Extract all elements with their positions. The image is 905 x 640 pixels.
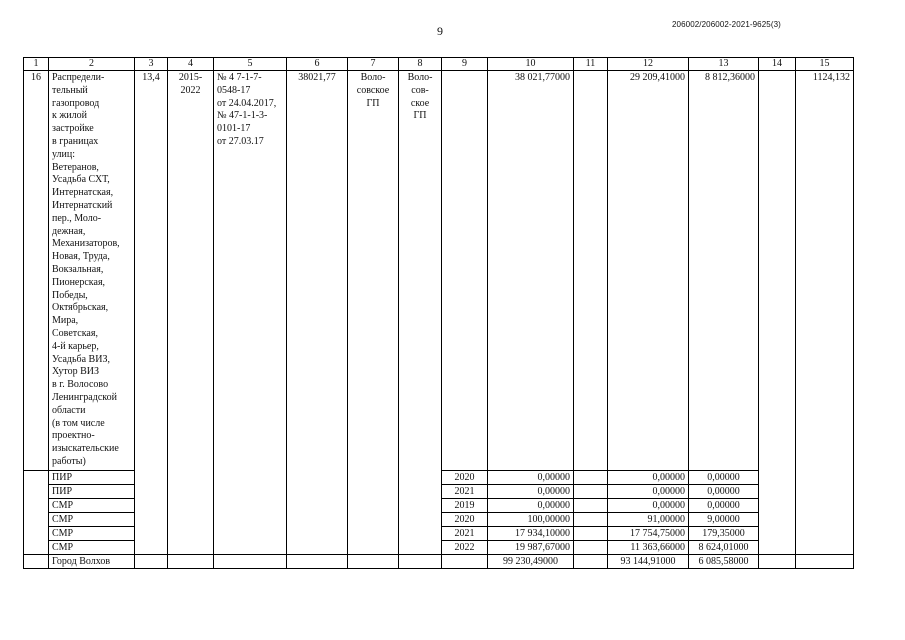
table-cell (168, 540, 214, 554)
text-line: от 24.04.2017, (217, 97, 277, 109)
table-cell (24, 498, 49, 512)
text-line: пер., Моло- (52, 212, 102, 224)
table-cell (214, 526, 287, 540)
text-line: дежная, (52, 225, 86, 237)
column-number-header: 15 (796, 58, 854, 71)
table-cell (399, 540, 442, 554)
table-cell (24, 484, 49, 498)
table-cell (24, 470, 49, 484)
total-funding-cell: 0,00000 (488, 498, 574, 512)
table-cell (574, 526, 608, 540)
estimated-cost-cell: 38021,77 (287, 71, 348, 471)
text-line: проектно- (52, 430, 95, 442)
total-regional-cell: 93 144,91000 (608, 554, 689, 568)
table-cell (796, 540, 854, 554)
table-cell (348, 512, 399, 526)
funding-stage-row (24, 484, 854, 498)
table-cell (24, 512, 49, 526)
table-row (24, 71, 854, 471)
column-number-header: 9 (442, 58, 488, 71)
text-line: № 47-1-1-3- (217, 110, 268, 122)
local-funding-cell: 0,00000 (689, 484, 759, 498)
federal-funding-cell (574, 71, 608, 471)
table-cell (348, 540, 399, 554)
table-cell (796, 526, 854, 540)
text-line: 0101-17 (217, 123, 251, 135)
table-cell (214, 540, 287, 554)
row-number-cell: 16 (24, 71, 49, 471)
table-cell (135, 540, 168, 554)
table-cell (348, 470, 399, 484)
funding-stage-row (24, 526, 854, 540)
regional-funding-cell: 17 754,75000 (608, 526, 689, 540)
funding-stage-row (24, 498, 854, 512)
table-cell (796, 484, 854, 498)
text-line: Усадьба ВИЗ, (52, 353, 110, 365)
text-line: (в том числе (52, 417, 105, 429)
text-line: работы) (52, 455, 86, 467)
table-cell (348, 498, 399, 512)
column-number-header: 14 (759, 58, 796, 71)
local-funding-cell: 179,35000 (689, 526, 759, 540)
table-cell (214, 484, 287, 498)
text-line: Октябрьская, (52, 302, 109, 314)
regional-funding-cell: 91,00000 (608, 512, 689, 526)
text-line: от 27.03.17 (217, 135, 264, 147)
text-line: Вокзальная, (52, 263, 104, 275)
total-local-cell: 6 085,58000 (689, 554, 759, 568)
table-cell (399, 498, 442, 512)
table-cell (168, 484, 214, 498)
table-cell (399, 512, 442, 526)
table-cell (759, 470, 796, 484)
work-type-cell: ПИР (49, 484, 135, 498)
table-cell (399, 470, 442, 484)
table-cell (348, 526, 399, 540)
table-cell (287, 484, 348, 498)
table-cell (287, 498, 348, 512)
table-cell (574, 484, 608, 498)
work-type-cell: СМР (49, 526, 135, 540)
table-cell (135, 512, 168, 526)
text-line: Механизаторов, (52, 238, 120, 250)
year-cell: 2019 (442, 498, 488, 512)
column-number-header: 7 (348, 58, 399, 71)
total-funding-cell: 17 934,10000 (488, 526, 574, 540)
funding-stage-row (24, 512, 854, 526)
regional-funding-cell: 0,00000 (608, 484, 689, 498)
text-line: газопровод (52, 97, 100, 109)
table-cell (168, 498, 214, 512)
year-cell (442, 71, 488, 471)
table-cell (796, 470, 854, 484)
column-number-header: 2 (49, 58, 135, 71)
table-cell (759, 484, 796, 498)
text-line: ское (410, 97, 430, 109)
table-cell (135, 484, 168, 498)
table-cell (399, 526, 442, 540)
funding-stage-row (24, 540, 854, 554)
table-cell (214, 470, 287, 484)
page-number: 9 (437, 24, 443, 38)
year-cell: 2022 (442, 540, 488, 554)
text-line: Распредели- (52, 72, 105, 83)
table-cell (24, 540, 49, 554)
column-number-header: 3 (135, 58, 168, 71)
text-line: Советская, (52, 327, 98, 339)
table-cell (399, 484, 442, 498)
regional-funding-cell: 0,00000 (608, 498, 689, 512)
table-cell (287, 470, 348, 484)
table-cell (24, 526, 49, 540)
local-funding-cell: 0,00000 (689, 470, 759, 484)
table-cell (796, 498, 854, 512)
municipality-cell (348, 71, 399, 471)
table-cell (287, 526, 348, 540)
table-cell (574, 512, 608, 526)
text-line: в г. Волосово (52, 379, 109, 391)
text-line: Усадьба СХТ, (52, 174, 110, 186)
total-funding-cell: 100,00000 (488, 512, 574, 526)
column-number-header: 1 (24, 58, 49, 71)
text-line: застройке (52, 123, 94, 135)
text-line: изыскательские (52, 443, 119, 455)
text-line: Интернатский (52, 199, 113, 211)
text-line: в границах (52, 135, 99, 147)
column-number-header: 6 (287, 58, 348, 71)
text-line: 2022 (180, 84, 201, 96)
work-type-cell: ПИР (49, 470, 135, 484)
total-name-cell: Город Волхов (49, 554, 135, 568)
year-cell: 2020 (442, 512, 488, 526)
text-line: Мира, (52, 315, 79, 327)
table-cell (135, 498, 168, 512)
column-number-header: 12 (608, 58, 689, 71)
table-cell (168, 512, 214, 526)
capacity-result-cell: 1124,132 (796, 71, 854, 471)
text-line: 0548-17 (217, 84, 251, 96)
column-number-header: 5 (214, 58, 287, 71)
table-cell (135, 526, 168, 540)
period-cell (168, 71, 214, 471)
text-line: области (52, 404, 86, 416)
object-name-cell (49, 71, 135, 471)
text-line: улиц: (52, 148, 76, 160)
table-cell (214, 498, 287, 512)
text-line: тельный (52, 84, 88, 96)
total-funding-cell: 0,00000 (488, 470, 574, 484)
total-funding-cell: 38 021,77000 (488, 71, 574, 471)
text-line: совское (356, 84, 390, 96)
total-funding-cell: 99 230,49000 (488, 554, 574, 568)
column-number-header: 4 (168, 58, 214, 71)
text-line: Победы, (52, 289, 88, 301)
text-line: Воло- (360, 72, 386, 83)
year-cell: 2021 (442, 484, 488, 498)
total-funding-cell: 19 987,67000 (488, 540, 574, 554)
document-code: 206002/206002-2021-9625(3) (672, 20, 781, 29)
local-funding-cell: 0,00000 (689, 498, 759, 512)
program-table (23, 57, 854, 569)
work-type-cell: СМР (49, 498, 135, 512)
table-cell (759, 498, 796, 512)
total-row (24, 554, 854, 568)
year-cell: 2021 (442, 526, 488, 540)
other-funding-cell (759, 71, 796, 471)
table-cell (287, 512, 348, 526)
table-cell (759, 526, 796, 540)
work-type-cell: СМР (49, 512, 135, 526)
total-funding-cell: 0,00000 (488, 484, 574, 498)
table-cell (759, 512, 796, 526)
column-number-header: 8 (399, 58, 442, 71)
table-cell (135, 470, 168, 484)
local-funding-cell: 8 812,36000 (689, 71, 759, 471)
text-line: Ленинградской (52, 391, 117, 403)
table-cell (287, 540, 348, 554)
text-line: Пионерская, (52, 276, 106, 288)
table-cell (574, 540, 608, 554)
text-line: к жилой (52, 110, 87, 122)
text-line: Ветеранов, (52, 161, 99, 173)
text-line: Интернатская, (52, 187, 114, 199)
column-number-header: 13 (689, 58, 759, 71)
funding-stage-row (24, 470, 854, 484)
year-cell: 2020 (442, 470, 488, 484)
text-line: Новая, Труда, (52, 251, 110, 263)
table-cell (574, 498, 608, 512)
capacity-cell: 13,4 (135, 71, 168, 471)
text-line: ГП (366, 97, 380, 109)
table-cell (796, 512, 854, 526)
regional-funding-cell: 0,00000 (608, 470, 689, 484)
text-line: Хутор ВИЗ (52, 366, 99, 378)
table-cell (759, 540, 796, 554)
local-funding-cell: 9,00000 (689, 512, 759, 526)
text-line: № 4 7-1-7- (217, 72, 262, 83)
table-cell (168, 470, 214, 484)
work-type-cell: СМР (49, 540, 135, 554)
regional-funding-cell: 11 363,66000 (608, 540, 689, 554)
text-line: Воло- (407, 72, 433, 83)
table-cell (214, 512, 287, 526)
text-line: ГП (413, 110, 427, 122)
column-number-header-row (24, 58, 854, 71)
table-cell (168, 526, 214, 540)
regional-funding-cell: 29 209,41000 (608, 71, 689, 471)
expertise-cell (214, 71, 287, 471)
table-cell (574, 470, 608, 484)
column-number-header: 10 (488, 58, 574, 71)
table-cell (348, 484, 399, 498)
customer-cell (399, 71, 442, 471)
text-line: 2015- (178, 72, 203, 83)
text-line: 4-й карьер, (52, 340, 99, 352)
text-line: сов- (411, 84, 429, 96)
local-funding-cell: 8 624,01000 (689, 540, 759, 554)
column-number-header: 11 (574, 58, 608, 71)
